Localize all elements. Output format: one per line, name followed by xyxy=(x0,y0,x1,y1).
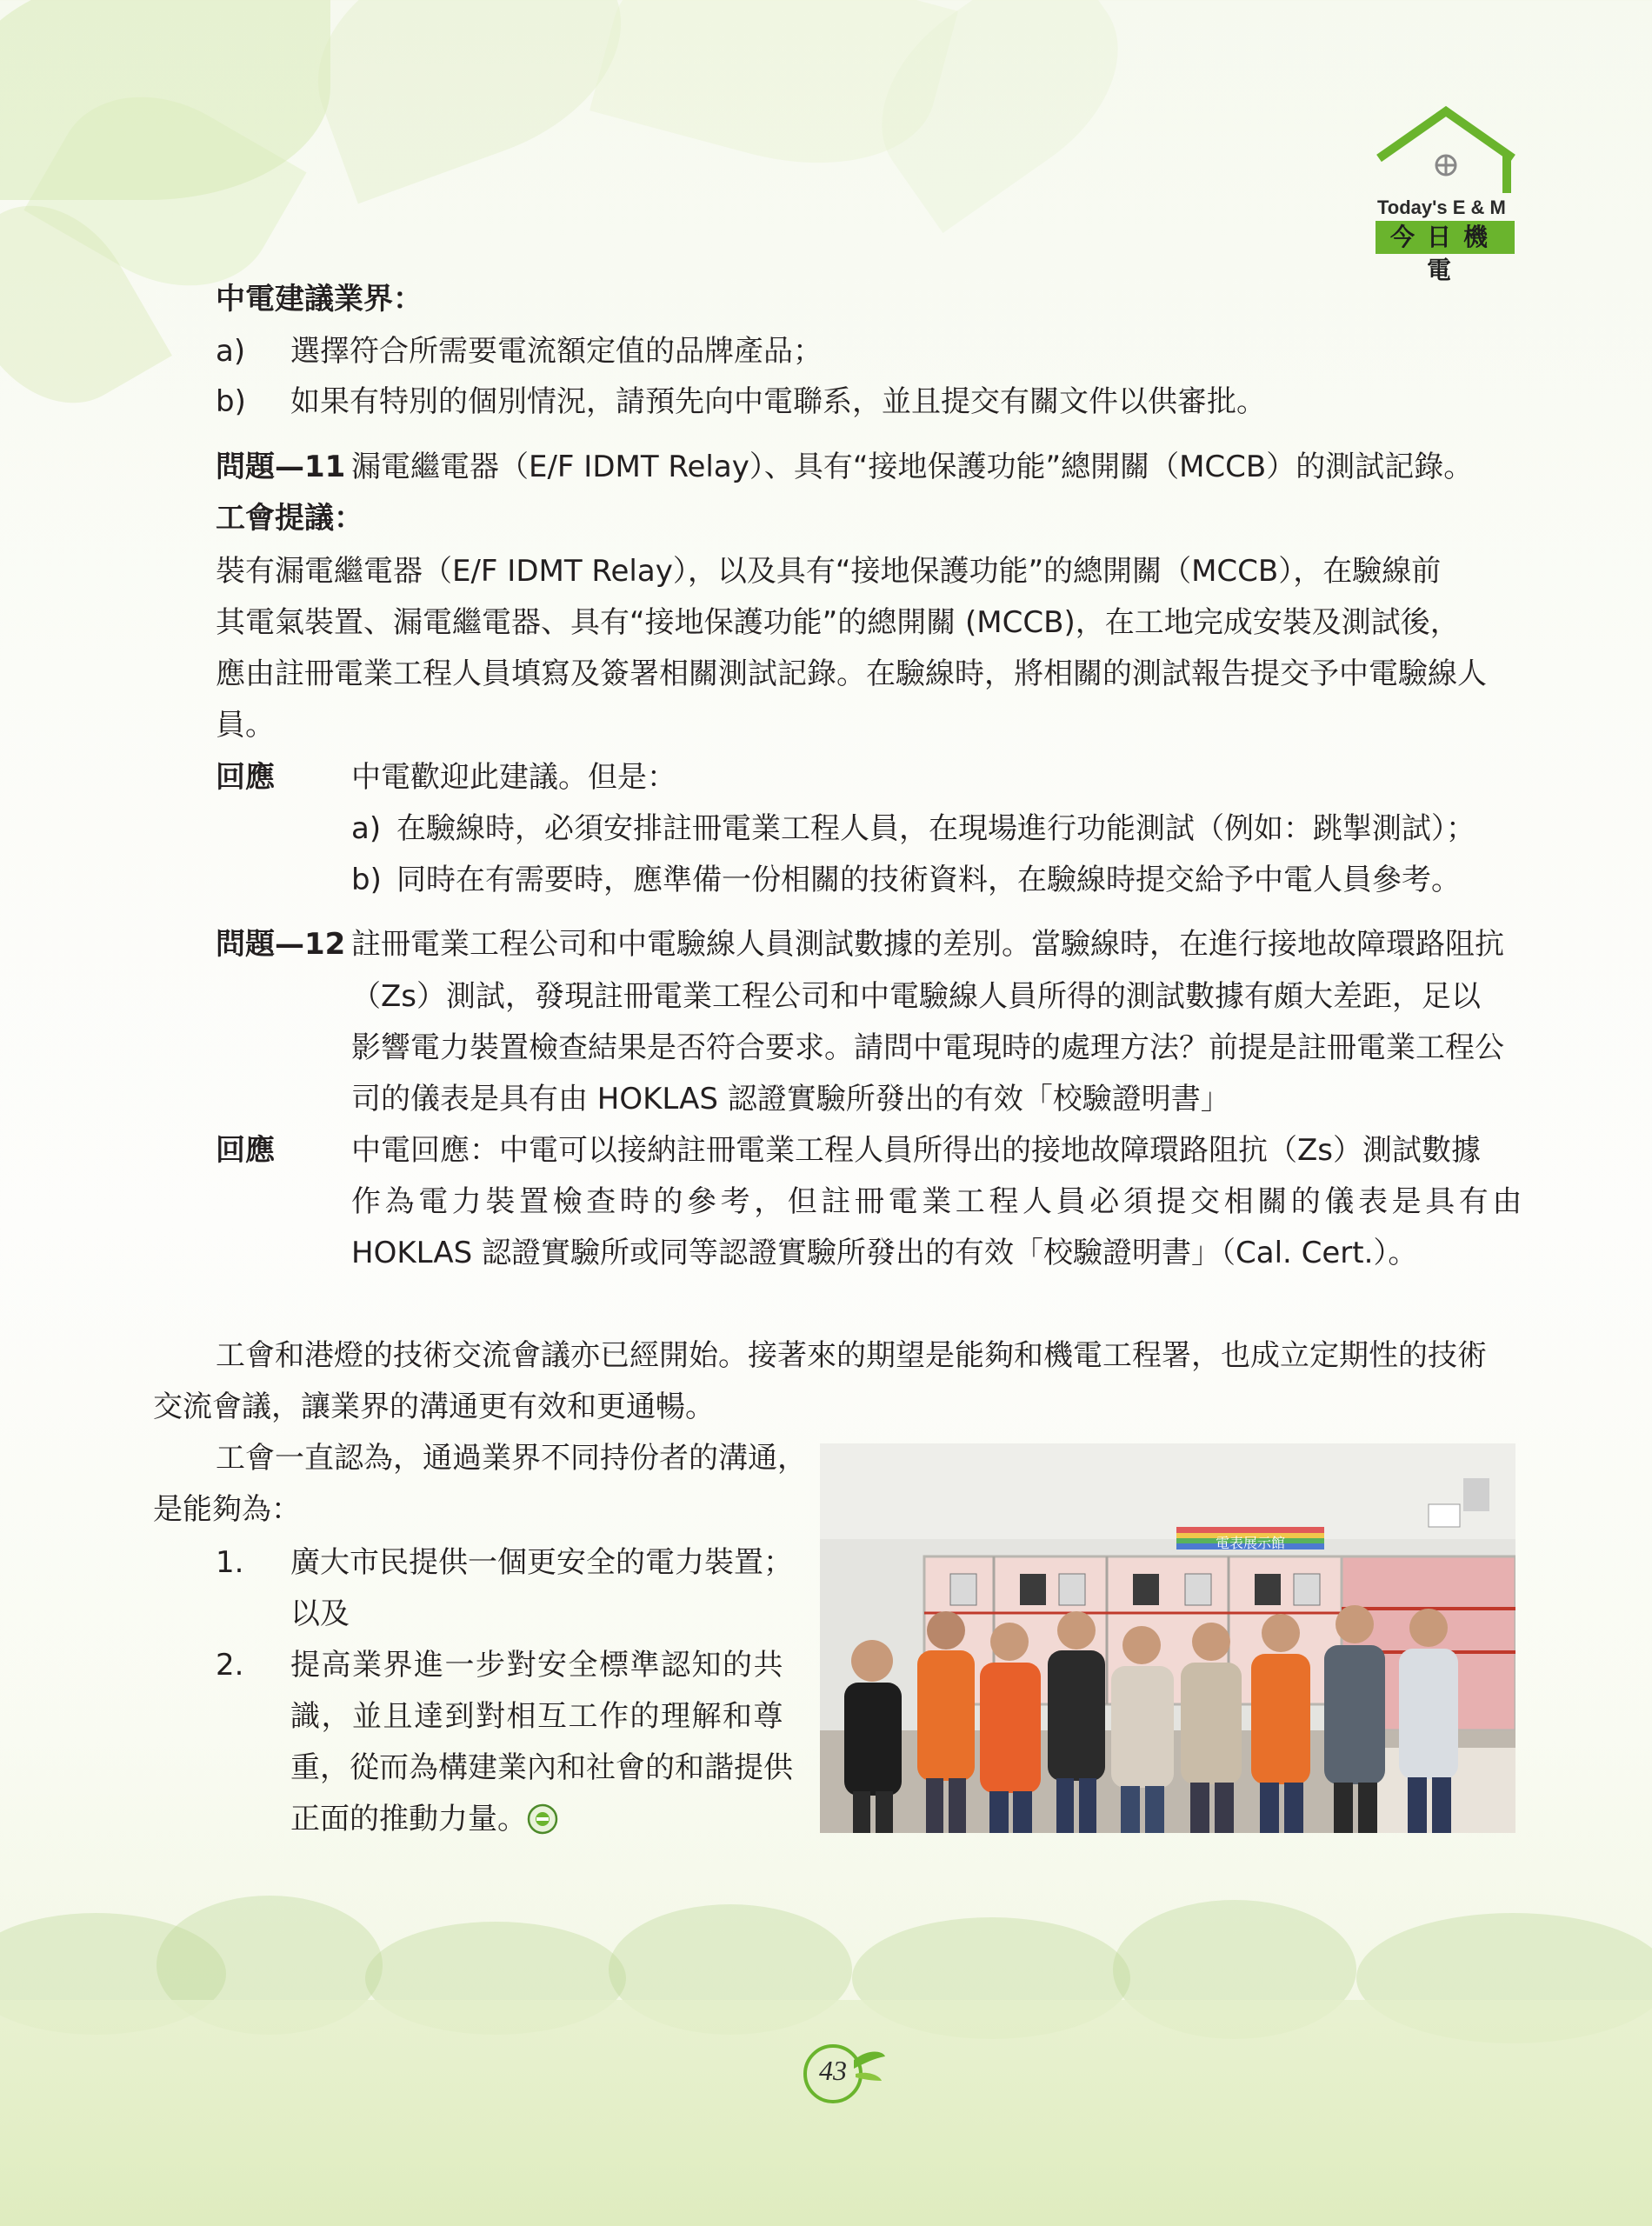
question-12-label: 問題—12 xyxy=(216,927,346,962)
reply-label: 回應 xyxy=(216,1133,275,1168)
question-12-line: 影響電力裝置檢查結果是否符合要求。請問中電現時的處理方法？前提是註冊電業工程公 xyxy=(351,1030,1504,1065)
closing-paragraph-line: 是能夠為： xyxy=(153,1492,301,1527)
union-proposal-line: 應由註冊電業工程人員填寫及簽署相關測試記錄。在驗線時，將相關的測試報告提交予中電驗線人 xyxy=(216,656,1487,691)
reply-item-label: b) xyxy=(351,863,382,897)
todays-em-logo xyxy=(1372,104,1520,284)
numbered-item-line: 廣大市民提供一個更安全的電力裝置； xyxy=(290,1545,793,1580)
numbered-item-line: 識，並且達到對相互工作的理解和尊 xyxy=(290,1699,784,1734)
numbered-item-line: 以及 xyxy=(290,1596,350,1631)
reply-line: 中電回應：中電可以接納註冊電業工程人員所得出的接地故障環路阻抗（Zs）測試數據 xyxy=(351,1133,1482,1168)
union-proposal-line: 裝有漏電繼電器（E/F IDMT Relay），以及具有“接地保護功能”的總開關（MCCB），在驗線前 xyxy=(216,554,1442,589)
page-number: 43 xyxy=(819,2055,847,2086)
question-11-label: 問題—11 xyxy=(216,450,346,484)
numbered-item-number: 2. xyxy=(216,1648,244,1683)
union-proposal-line: 員。 xyxy=(216,708,275,743)
reply-item-text: 在驗線時，必須安排註冊電業工程人員，在現場進行功能測試（例如：跳掣測試）； xyxy=(396,811,1475,846)
meeting-group-photo xyxy=(820,1443,1515,1833)
closing-paragraph-line: 工會和港燈的技術交流會議亦已經開始。接著來的期望是能夠和機電工程署，也成立定期性的技術 xyxy=(216,1338,1487,1373)
list-item-label: b) xyxy=(216,384,246,419)
closing-paragraph-line: 交流會議，讓業界的溝通更有效和更通暢。 xyxy=(153,1390,715,1424)
reply-item-text: 同時在有需要時，應準備一份相關的技術資料，在驗線時提交給予中電人員參考。 xyxy=(396,863,1461,897)
clp-suggestion-heading: 中電建議業界： xyxy=(216,282,423,317)
exhibit-sign-text: 電表展示館 xyxy=(1215,1535,1286,1551)
numbered-item-line: 重，從而為構建業內和社會的和諧提供 xyxy=(290,1750,793,1785)
reply-intro: 中電歡迎此建議。但是： xyxy=(351,760,676,795)
question-12-line: 司的儀表是具有由 HOKLAS 認證實驗所發出的有效「校驗證明書」 xyxy=(351,1082,1230,1116)
page-number-badge xyxy=(800,2039,869,2109)
list-item-text: 如果有特別的個別情況，請預先向中電聯系，並且提交有關文件以供審批。 xyxy=(290,384,1266,419)
closing-paragraph-line: 工會一直認為，通過業界不同持份者的溝通， xyxy=(216,1441,807,1476)
union-proposal-line: 其電氣裝置、漏電繼電器、具有“接地保護功能”的總開關 (MCCB)，在工地完成安裝及測試後， xyxy=(216,605,1460,640)
group-photo-illustration xyxy=(820,1443,1515,1833)
list-item-text: 選擇符合所需要電流額定值的品牌產品； xyxy=(290,334,823,369)
logo-chinese-title: 今日機電 xyxy=(1376,221,1515,254)
numbered-item-line: 提高業界進一步對安全標準認知的共 xyxy=(290,1648,784,1683)
house-icon xyxy=(1372,104,1520,200)
reply-line: HOKLAS 認證實驗所或同等認證實驗所發出的有效「校驗證明書」（Cal. Cert.）。 xyxy=(351,1236,1418,1270)
union-proposal-heading: 工會提議： xyxy=(216,501,363,536)
list-item-label: a) xyxy=(216,334,246,369)
reply-label: 回應 xyxy=(216,760,275,795)
logo-english-title: Today's E & M xyxy=(1377,197,1506,218)
reply-item-label: a) xyxy=(351,811,382,846)
numbered-item-number: 1. xyxy=(216,1545,244,1580)
question-12-line: （Zs）測試，發現註冊電業工程公司和中電驗線人員所得的測試數據有頗大差距，足以 xyxy=(351,979,1482,1014)
union-emblem-icon xyxy=(527,1803,558,1835)
question-12-line: 註冊電業工程公司和中電驗線人員測試數據的差別。當驗線時，在進行接地故障環路阻抗 xyxy=(351,927,1504,962)
reply-line: 作為電力裝置檢查時的參考，但註冊電業工程人員必須提交相關的儀表是具有由 xyxy=(351,1184,1526,1219)
numbered-item-line: 正面的推動力量。 xyxy=(290,1802,527,1836)
grass-field xyxy=(0,2000,1652,2226)
question-11-text: 漏電繼電器（E/F IDMT Relay）、具有“接地保護功能”總開關（MCCB）的測試記錄。 xyxy=(351,450,1474,484)
